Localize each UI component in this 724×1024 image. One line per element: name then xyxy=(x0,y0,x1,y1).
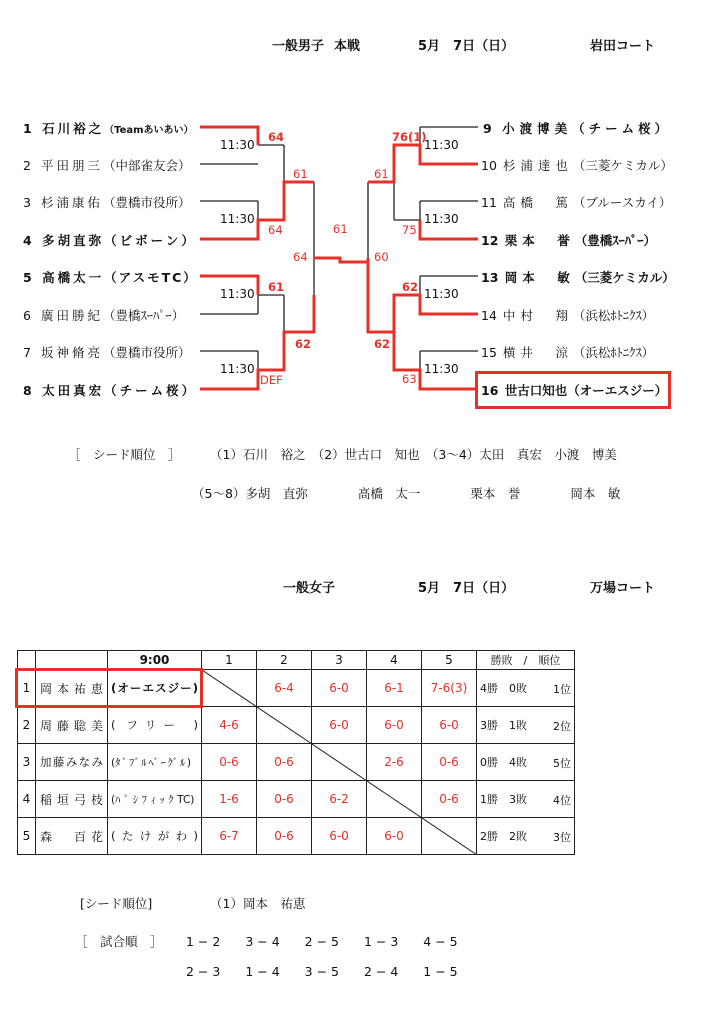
player-name: 森 百花 xyxy=(36,818,108,855)
player-club: ( フリー ) xyxy=(108,707,202,744)
score-cell: 6-1 xyxy=(367,670,422,707)
record-cell xyxy=(477,781,575,818)
player-name: 小渡博美 xyxy=(502,121,573,136)
women-seeds-label: [シード順位] xyxy=(80,896,153,911)
right-player-10 xyxy=(481,156,673,174)
score-r-r1-4: 63 xyxy=(402,372,417,386)
men-seeds-line2: （5〜8）多胡 直弥 高橋 太一 栗本 誉 岡本 敏 xyxy=(192,486,621,501)
player-name: 岡本祐恵 xyxy=(36,670,108,707)
rank: 3位 xyxy=(553,831,571,844)
player-no: 2 xyxy=(23,158,31,173)
score-cell: 7-6(3) xyxy=(422,670,477,707)
player-name: 石川裕之 xyxy=(42,121,105,136)
row-no: 1 xyxy=(18,670,36,707)
player-name: 高橋太一 xyxy=(42,270,105,285)
score-l-r1-1: 64 xyxy=(268,130,285,144)
record: 4勝 0敗 xyxy=(480,682,527,695)
diag-cell xyxy=(202,670,257,707)
player-club: （Teamあいあい） xyxy=(104,125,194,136)
diagonal-line xyxy=(312,744,367,781)
women-date: 5月 7日（日） xyxy=(418,581,515,596)
left-player-8 xyxy=(23,381,197,399)
score-l-def: DEF xyxy=(260,373,283,387)
score-cell: 6-4 xyxy=(257,670,312,707)
player-club: （アスモTC） xyxy=(104,270,198,285)
player-name: 杉浦達也 xyxy=(502,158,573,173)
record-cell xyxy=(477,707,575,744)
left-player-1 xyxy=(23,119,194,137)
match-time: 11:30 xyxy=(220,212,255,226)
score-cell: 6-0 xyxy=(312,670,367,707)
women-title: 一般女子 xyxy=(283,581,336,596)
score-cell: 0-6 xyxy=(257,744,312,781)
row-no: 4 xyxy=(18,781,36,818)
player-name: 多胡直弥 xyxy=(42,233,105,248)
record-header: 勝敗 / 順位 xyxy=(477,651,575,670)
col-header: 4 xyxy=(367,651,422,670)
women-order-line1: 1 − 2 3 − 4 2 − 5 1 − 3 4 − 5 xyxy=(186,934,458,949)
score-l-r1-2: 64 xyxy=(268,223,283,237)
score-r-final: 60 xyxy=(374,250,389,264)
player-name: 稲垣弓枝 xyxy=(36,781,108,818)
player-no: 3 xyxy=(23,195,31,210)
player-no: 12 xyxy=(481,233,499,248)
record-cell xyxy=(477,744,575,781)
player-no: 5 xyxy=(23,270,32,285)
player-no: 7 xyxy=(23,345,31,360)
player-club: （ブルースカイ） xyxy=(572,195,672,210)
player-name: 中村 翔 xyxy=(502,308,573,323)
record: 0勝 4敗 xyxy=(480,756,527,769)
player-club: （チーム桜） xyxy=(104,383,198,398)
right-player-9 xyxy=(483,119,671,137)
score-cell: 6-0 xyxy=(367,818,422,855)
player-name: 坂神脩亮 xyxy=(40,345,103,360)
left-player-6 xyxy=(23,306,184,324)
score-cell: 0-6 xyxy=(257,781,312,818)
score-cell: 0-6 xyxy=(422,744,477,781)
col-header: 3 xyxy=(312,651,367,670)
row-no: 3 xyxy=(18,744,36,781)
col-header: 2 xyxy=(257,651,312,670)
player-name: 加藤みなみ xyxy=(36,744,108,781)
left-player-5 xyxy=(23,268,198,286)
score-cell: 6-2 xyxy=(312,781,367,818)
score-cell: 6-7 xyxy=(202,818,257,855)
record-cell xyxy=(477,670,575,707)
record: 2勝 2敗 xyxy=(480,830,527,843)
match-time: 11:30 xyxy=(220,287,255,301)
player-club: （豊橋市役所） xyxy=(102,195,191,210)
record: 1勝 3敗 xyxy=(480,793,527,806)
player-club: （チーム桜） xyxy=(572,121,672,136)
player-club: (ﾊﾟｼﾌｨｯｸTC) xyxy=(108,781,202,818)
player-club: （ビボーン） xyxy=(104,233,197,248)
score-cell: 6-0 xyxy=(422,707,477,744)
score-r-r1-3: 62 xyxy=(402,280,419,294)
left-player-2 xyxy=(23,156,190,174)
men-date: 5月 7日（日） xyxy=(418,39,515,54)
score-cell: 0-6 xyxy=(422,781,477,818)
winner-highlight-box xyxy=(15,668,203,708)
score-cell: 6-0 xyxy=(312,818,367,855)
men-seeds-line1: （1）石川 裕之 （2）世古口 知也 （3〜4）太田 真宏 小渡 博美 xyxy=(210,447,617,462)
table-row xyxy=(18,818,575,855)
table-row xyxy=(18,744,575,781)
women-order-line2: 2 − 3 1 − 4 3 − 5 2 − 4 1 − 5 xyxy=(186,964,458,979)
match-time: 11:30 xyxy=(424,212,459,226)
rank: 4位 xyxy=(553,794,571,807)
score-l-r2-1: 61 xyxy=(293,167,308,181)
diagonal-line xyxy=(367,781,422,818)
left-player-4 xyxy=(23,231,197,249)
right-player-16 xyxy=(481,381,667,399)
player-club: (オーエスジー) xyxy=(108,670,202,707)
player-name: 廣田勝紀 xyxy=(40,308,103,323)
match-time: 11:30 xyxy=(220,362,255,376)
score-cell: 1-6 xyxy=(202,781,257,818)
player-no: 6 xyxy=(23,308,31,323)
score-r-r2-1: 61 xyxy=(374,167,389,181)
diag-cell xyxy=(312,744,367,781)
score-r-r1-1: 76(1) xyxy=(392,130,427,144)
right-player-13 xyxy=(481,268,675,286)
women-seeds-text: （1）岡本 祐恵 xyxy=(210,896,306,911)
right-player-14 xyxy=(481,306,654,324)
player-no: 16 xyxy=(481,383,499,398)
player-name: 杉浦康佑 xyxy=(40,195,103,210)
player-club: （オーエスジー） xyxy=(567,383,668,398)
left-player-3 xyxy=(23,193,190,211)
score-cell: 0-6 xyxy=(257,818,312,855)
player-club: (たけがわ) xyxy=(108,818,202,855)
player-club: （浜松ﾎﾄﾆｸｽ） xyxy=(572,308,655,323)
row-no: 2 xyxy=(18,707,36,744)
table-row xyxy=(18,707,575,744)
player-club: （豊橋ｽｰﾊﾟｰ） xyxy=(102,308,185,323)
player-name: 平田朋三 xyxy=(40,158,103,173)
player-no: 9 xyxy=(483,121,492,136)
player-name: 太田真宏 xyxy=(42,383,105,398)
diag-cell xyxy=(422,818,477,855)
player-name: 栗本 誉 xyxy=(504,233,575,248)
player-club: （豊橋市役所） xyxy=(102,345,191,360)
player-club: （三菱ケミカル） xyxy=(574,270,675,285)
player-name: 高橋 篤 xyxy=(502,195,573,210)
row-no: 5 xyxy=(18,818,36,855)
rank: 2位 xyxy=(553,720,571,733)
men-stage: 本戦 xyxy=(334,39,361,54)
record: 3勝 1敗 xyxy=(480,719,527,732)
table-header-row xyxy=(18,651,575,670)
record-cell xyxy=(477,818,575,855)
player-club: (ﾀﾞﾌﾞﾙﾍﾞｰｸﾞﾙ) xyxy=(108,744,202,781)
player-no: 4 xyxy=(23,233,32,248)
score-cell: 4-6 xyxy=(202,707,257,744)
player-no: 11 xyxy=(481,195,497,210)
men-seeds-label: ［ シード順位 ］ xyxy=(68,447,181,462)
match-time: 11:30 xyxy=(424,138,459,152)
player-no: 13 xyxy=(481,270,499,285)
table-row xyxy=(18,781,575,818)
time-header: 9:00 xyxy=(108,651,202,670)
right-player-12 xyxy=(481,231,656,249)
score-r-r1-2: 75 xyxy=(402,223,417,237)
left-player-7 xyxy=(23,343,190,361)
score-l-r1-4: 62 xyxy=(295,337,312,351)
rank: 5位 xyxy=(553,757,571,770)
match-time: 11:30 xyxy=(220,138,255,152)
player-no: 15 xyxy=(481,345,497,360)
player-no: 8 xyxy=(23,383,32,398)
match-time: 11:30 xyxy=(424,287,459,301)
score-cell: 6-0 xyxy=(367,707,422,744)
player-club: （三菱ケミカル） xyxy=(572,158,673,173)
player-name: 岡本 敏 xyxy=(504,270,575,285)
diagonal-line xyxy=(257,707,312,744)
rank: 1位 xyxy=(553,683,571,696)
women-court: 万場コート xyxy=(590,581,656,596)
player-name: 周藤聡美 xyxy=(36,707,108,744)
player-name: 世古口知也 xyxy=(504,383,568,398)
player-club: （浜松ﾎﾄﾆｸｽ） xyxy=(572,345,655,360)
diag-cell xyxy=(367,781,422,818)
player-no: 1 xyxy=(23,121,32,136)
score-cell: 0-6 xyxy=(202,744,257,781)
player-name: 横井 涼 xyxy=(502,345,573,360)
score-cell: 6-0 xyxy=(312,707,367,744)
score-l-r1-3: 61 xyxy=(268,280,285,294)
match-time: 11:30 xyxy=(424,362,459,376)
diagonal-line xyxy=(422,818,477,855)
player-club: （豊橋ｽｰﾊﾟｰ） xyxy=(574,233,657,248)
score-l-r2-2: 64 xyxy=(293,250,308,264)
score-l-final: 61 xyxy=(333,222,348,236)
diag-cell xyxy=(257,707,312,744)
player-club: （中部雀友会） xyxy=(102,158,191,173)
player-no: 10 xyxy=(481,158,497,173)
right-player-11 xyxy=(481,193,671,211)
women-order-label: ［ 試合順 ］ xyxy=(75,934,163,949)
diagonal-line xyxy=(202,670,257,707)
player-no: 14 xyxy=(481,308,497,323)
men-court: 岩田コート xyxy=(590,39,656,54)
score-cell: 2-6 xyxy=(367,744,422,781)
col-header: 1 xyxy=(202,651,257,670)
right-player-15 xyxy=(481,343,654,361)
col-header: 5 xyxy=(422,651,477,670)
score-r-r2-2: 62 xyxy=(374,337,391,351)
men-title: 一般男子 xyxy=(272,39,325,54)
